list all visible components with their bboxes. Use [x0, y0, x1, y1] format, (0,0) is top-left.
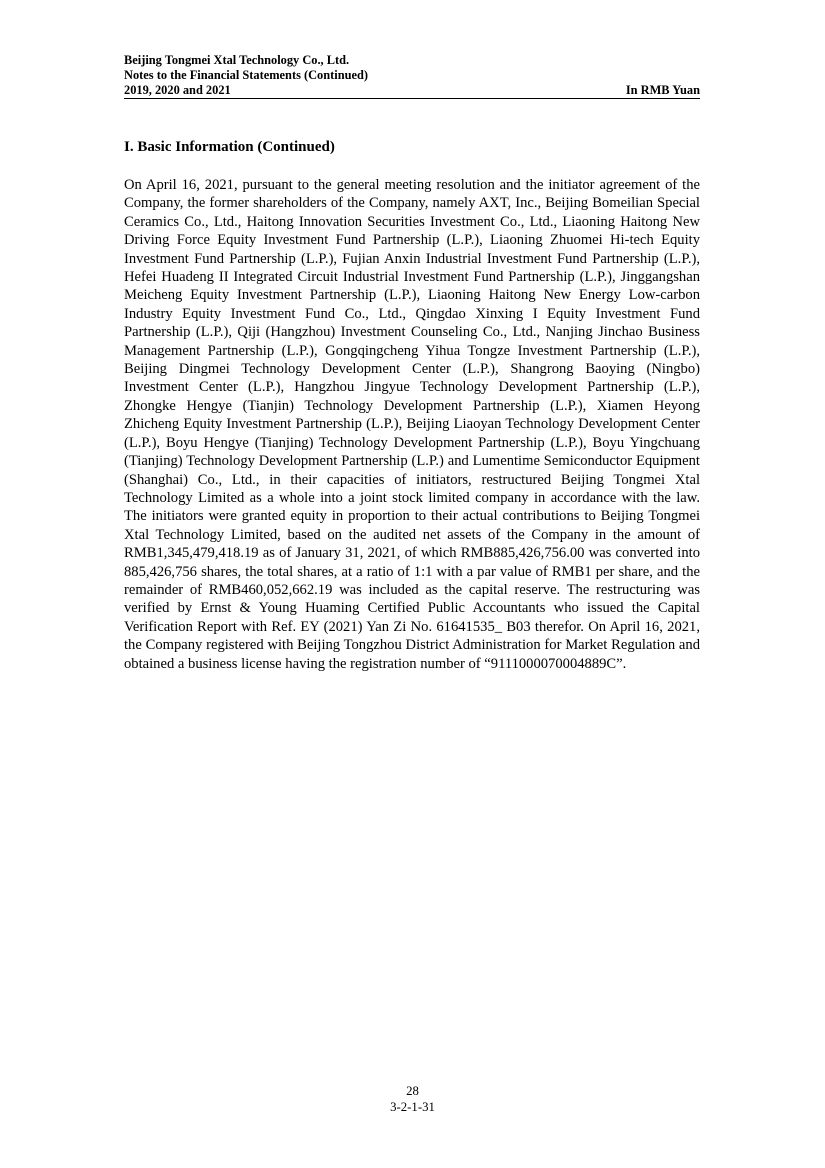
reporting-years: 2019, 2020 and 2021 — [124, 83, 231, 97]
body-paragraph: On April 16, 2021, pursuant to the general meeting resolution and the initiator agreement of the Company, the former shareholders of the Company, namely AXT, Inc., Beijing Bomeilian Special Ceramics Co., Ltd., Haitong Innovation Securities Investment Co., Ltd., Liaoning Haitong New Driving Force Equity Investment Fund Partnership (L.P.), Liaoning Zhuomei Hi-tech Equity Investment Fund Partnership (L.P.), Fujian Anxin Industrial Investment Fund Partnership (L.P.), Hefei Huadeng II Integrated Circuit Industrial Investment Fund Partnership (L.P.), Jinggangshan Meicheng Equity Investment Partnership (L.P.), Liaoning Haitong New Energy Low-carbon Industry Equity Investment Fund Co., Ltd., Qingdao Xinxing I Equity Investment Fund Partnership (L.P.), Qiji (Hangzhou) Investment Counseling Co., Ltd., Nanjing Jinchao Business Management Partnership (L.P.), Gongqingcheng Yihua Tongze Investment Partnership (L.P.), Beijing Dingmei Technology Development Center (L.P.), Shangrong Baoying (Ningbo) Investment Center (L.P.), Hangzhou Jingyue Technology Development Partnership (L.P.), Zhongke Hengye (Tianjin) Technology Development Partnership (L.P.), Xiamen Heyong Zhicheng Equity Investment Partnership (L.P.), Beijing Liaoyan Technology Development Center (L.P.), Boyu Hengye (Tianjing) Technology Development Partnership (L.P.), Boyu Yingchuang (Tianjing) Technology Development Partnership (L.P.) and Lumentime Semiconductor Equipment (Shanghai) Co., Ltd., in their capacities of initiators, restructured Beijing Tongmei Xtal Technology Limited as a whole into a joint stock limited company in accordance with the law. The initiators were granted equity in proportion to their actual contributions to Beijing Tongmei Xtal Technology Limited, based on the audited net assets of the Company in the amount of RMB1,345,479,418.19 as of January 31, 2021, of which RMB885,426,756.00 was converted into 885,426,756 shares, the total shares, at a ratio of 1:1 with a par value of RMB1 per share, and the remainder of RMB460,052,662.19 was included as the capital reserve. The restructuring was verified by Ernst & Young Huaming Certified Public Accountants who issued the Capital Verification Report with Ref. EY (2021) Yan Zi No. 61641535_ B03 therefor. On April 16, 2021, the Company registered with Beijing Tongzhou District Administration for Market Regulation and obtained a business license having the registration number of “9111000070004889C”. — [124, 177, 700, 672]
header-rule-line — [124, 83, 700, 99]
document-subtitle: Notes to the Financial Statements (Continued) — [124, 68, 369, 82]
currency-unit: In RMB Yuan — [625, 83, 700, 97]
section-title: I. Basic Information (Continued) — [124, 139, 335, 155]
company-name: Beijing Tongmei Xtal Technology Co., Ltd. — [124, 53, 350, 67]
page-footer — [0, 1083, 825, 1115]
document-reference: 3-2-1-31 — [390, 1100, 435, 1114]
page-header — [124, 53, 700, 99]
page-number: 28 — [406, 1084, 419, 1098]
